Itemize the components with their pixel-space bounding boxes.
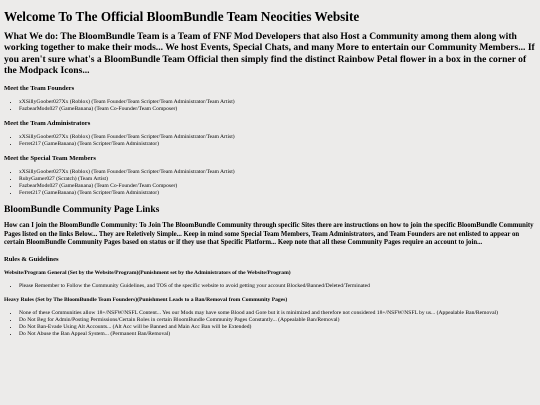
list-item: • Do Not Ban-Evade Using Alt Accounts... (Alt Acc will be Banned and Main Acc Ban will be Extended) — [19, 324, 536, 331]
list-item: • Do Not Beg for Admin/Posting Permissions/Certain Roles in certain BloomBundle Community Pages Constantly... (Appealable Ban/Removal) — [19, 317, 536, 324]
what-we-do-heading: What We do: The BloomBundle Team is a Team of FNF Mod Developers that also Host a Community among them along with working together to make their mods... We host Events, Special Chats, and many More to entertain our Community Members... If you aren't sure what's a BloomBundle Team Official then simply find the distinct Rainbow Petal flower in a box in the corner of the Modpack Icons... — [4, 31, 535, 77]
list-item: • xXSillyGoober027Xx (Roblox) (Team Founder/Team Scripter/Team Administrator/Team Artist) — [19, 99, 536, 106]
administrators-list — [4, 134, 536, 148]
heavy-rules-list — [4, 310, 536, 338]
list-item: • Ferret217 (GameBanana) (Team Scripter/Team Administrator) — [19, 190, 536, 197]
administrators-heading: Meet the Team Administrators — [4, 119, 91, 127]
community-links-heading: BloomBundle Community Page Links — [4, 203, 160, 215]
list-item: • xXSillyGoober027Xx (Roblox) (Team Founder/Team Scripter/Team Administrator/Team Artist) — [19, 134, 536, 141]
rules-heading: Rules & Guidelines — [4, 256, 59, 264]
list-item: • Ferret217 (GameBanana) (Team Scripter/Team Administrator) — [19, 141, 536, 148]
heavy-rules-heading: Heavy Rules (Set by The BloomBundle Team Founders)(Punishment Leads to a Ban/Removal from Community Pages) — [4, 297, 288, 304]
founders-list — [4, 99, 536, 113]
list-item: • FazbearMods027 (GameBanana) (Team Co-Founder/Team Composer) — [19, 106, 536, 113]
general-rules-list — [4, 283, 536, 290]
special-members-list — [4, 169, 536, 197]
how-to-join-heading: How can I join the BloomBundle Community: To Join The BloomBundle Community through specific Sites there are instructions on how to join the specific BloomBundle Community Pages listed on the links Below... They are Reletively Simple... Keep in mind some Special Team Members, Team Administrators, and Team Founders are not enlisted to appear on certain BloomBundle Community Pages based on status or if they use that Specific Platform... Keep note that all these Community Pages require an account to join... — [4, 221, 534, 247]
list-item: • RubyGamer027 (Scratch) (Team Artist) — [19, 176, 536, 183]
list-item: • Please Remember to Follow the Community Guidelines, and TOS of the specific website to avoid getting your account Blocked/Banned/Deleted/Terminated — [19, 283, 536, 290]
list-item: • None of these Communities allow 18+/NSFW/NSFL Content... Yes our Mods may have some Blood and Gore but it is minimized and therefore not considered 18+/NSFW/NSFL by us... (Appealable Ban/Removal) — [19, 310, 536, 317]
page-title: Welcome To The Official BloomBundle Team Neocities Website — [4, 9, 360, 24]
list-item: • Do Not Abuse the Ban Appeal System... (Permanent Ban/Removal) — [19, 331, 536, 338]
special-members-heading: Meet the Special Team Members — [4, 154, 96, 162]
list-item: • FazbearMods027 (GameBanana) (Team Co-Founder/Team Composer) — [19, 183, 536, 190]
list-item: • xXSillyGoober027Xx (Roblox) (Team Founder/Team Scripter/Team Administrator/Team Artist) — [19, 169, 536, 176]
founders-heading: Meet the Team Founders — [4, 84, 75, 92]
general-rules-heading: Website/Program General (Set by the Website/Program)(Punishment set by the Administrators of the Website/Program) — [4, 270, 291, 277]
